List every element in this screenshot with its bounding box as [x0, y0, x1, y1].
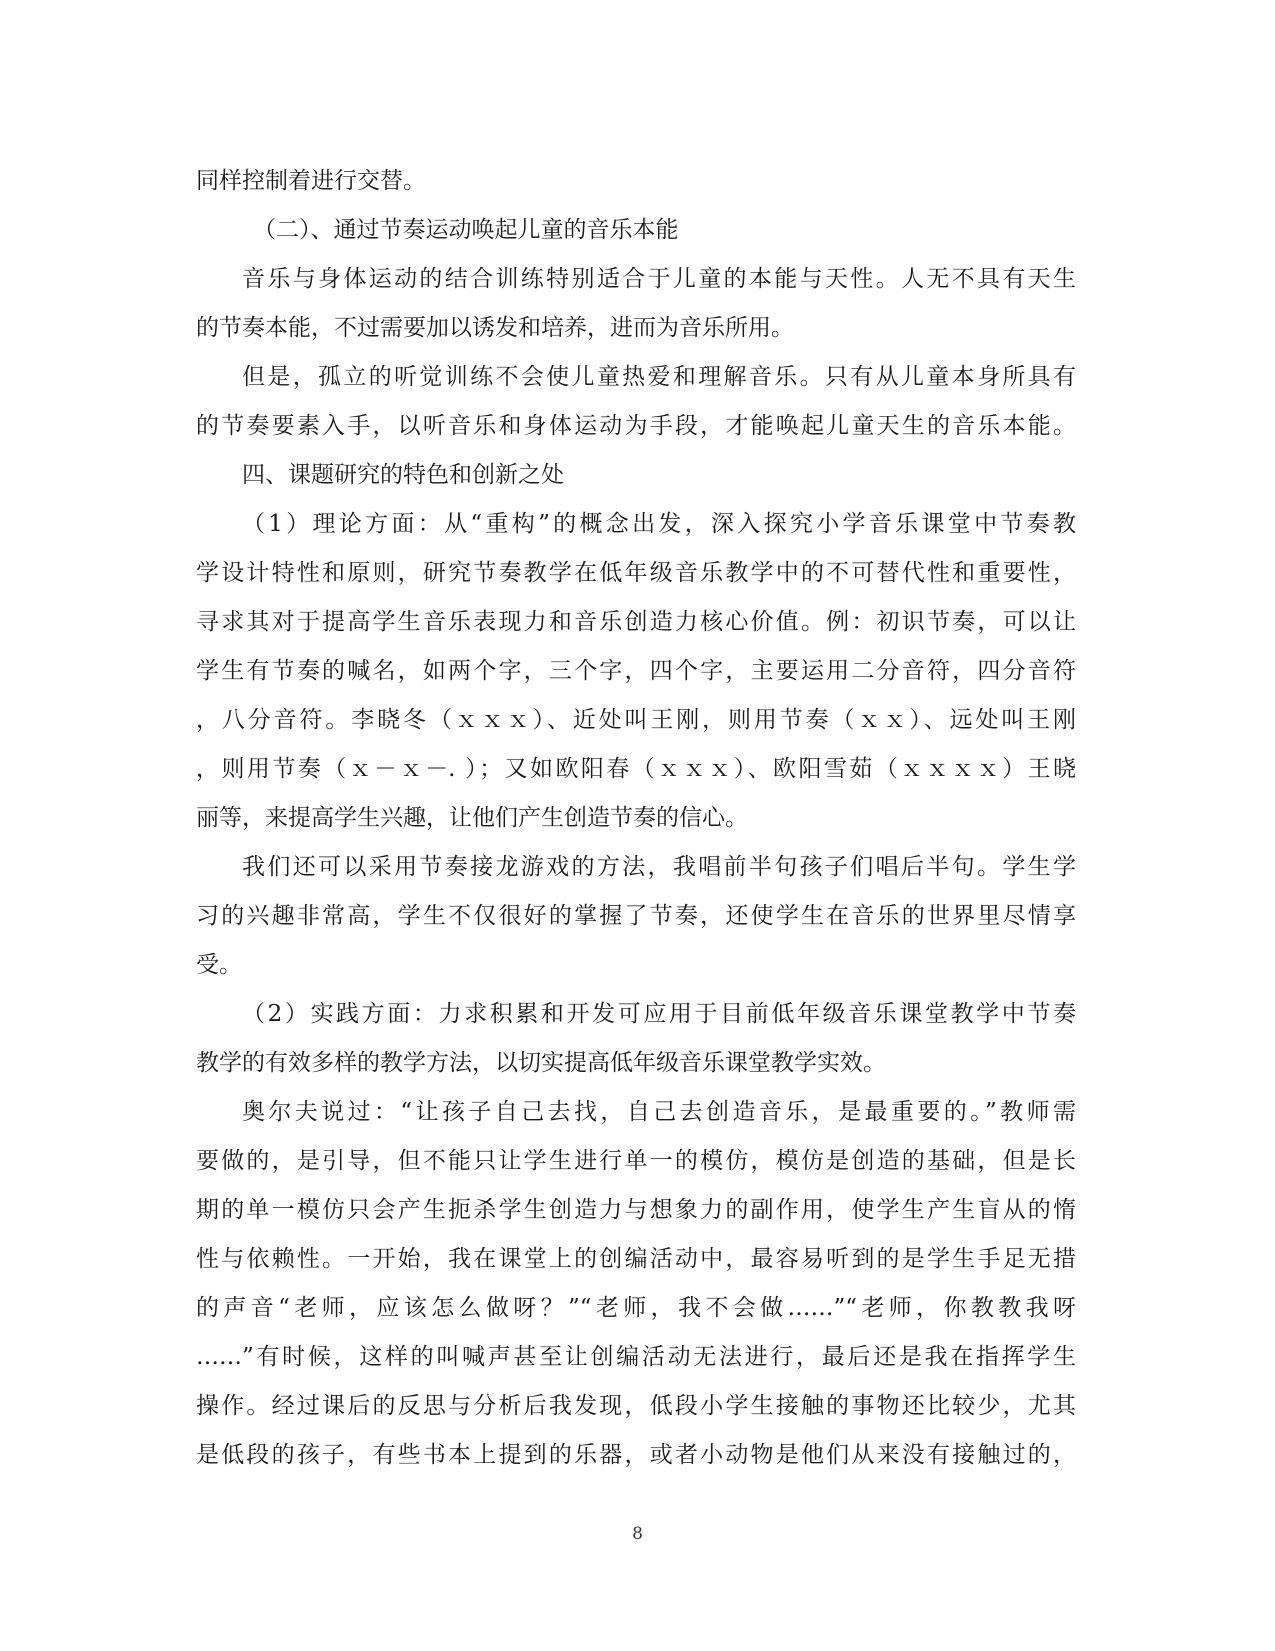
- text-line: 期的单一模仿只会产生扼杀学生创造力与想象力的副作用，使学生产生盲从的惰: [196, 1197, 1076, 1223]
- text-line: 四、课题研究的特色和创新之处: [242, 462, 564, 488]
- text-line: 要做的，是引导，但不能只让学生进行单一的模仿，模仿是创造的基础，但是长: [196, 1148, 1076, 1174]
- text-line: 同样控制着进行交替。: [196, 168, 426, 194]
- text-line: ……”有时候，这样的叫喊声甚至让创编活动无法进行，最后还是我在指挥学生: [196, 1344, 1076, 1370]
- text-line: ，八分音符。李晓冬（ｘｘｘ）、近处叫王刚，则用节奏（ｘｘ）、远处叫王刚: [196, 707, 1076, 733]
- text-line: 丽等，来提高学生兴趣，让他们产生创造节奏的信心。: [196, 805, 748, 831]
- text-line: 性与依赖性。一开始，我在课堂上的创编活动中，最容易听到的是学生手足无措: [196, 1246, 1076, 1272]
- text-line: 是低段的孩子，有些书本上提到的乐器，或者小动物是他们从来没有接触过的，: [196, 1442, 1076, 1468]
- text-line: 奥尔夫说过：“让孩子自己去找，自己去创造音乐，是最重要的。”教师需: [242, 1099, 1076, 1125]
- text-line: （2）实践方面：力求积累和开发可应用于目前低年级音乐课堂教学中节奏: [242, 1001, 1076, 1027]
- text-line: 但是，孤立的听觉训练不会使儿童热爱和理解音乐。只有从儿童本身所具有: [242, 364, 1076, 390]
- text-line: 的节奏要素入手，以听音乐和身体运动为手段，才能唤起儿童天生的音乐本能。: [196, 413, 1076, 439]
- text-line: 习的兴趣非常高，学生不仅很好的掌握了节奏，还使学生在音乐的世界里尽情享: [196, 903, 1076, 929]
- text-line: 我们还可以采用节奏接龙游戏的方法，我唱前半句孩子们唱后半句。学生学: [242, 854, 1076, 880]
- text-line: 的声音“老师，应该怎么做呀？”“老师，我不会做……”“老师，你教教我呀: [196, 1295, 1076, 1321]
- text-line: 操作。经过课后的反思与分析后我发现，低段小学生接触的事物还比较少，尤其: [196, 1393, 1076, 1419]
- text-line: 受。: [196, 952, 242, 978]
- text-line: （1）理论方面：从“重构”的概念出发，深入探究小学音乐课堂中节奏教: [242, 511, 1076, 537]
- text-line: 教学的有效多样的教学方法，以切实提高低年级音乐课堂教学实效。: [196, 1050, 886, 1076]
- text-line: 学生有节奏的喊名，如两个字，三个字，四个字，主要运用二分音符，四分音符: [196, 658, 1076, 684]
- page-number: 8: [632, 1524, 643, 1544]
- text-line: 寻求其对于提高学生音乐表现力和音乐创造力核心价值。例：初识节奏，可以让: [196, 609, 1076, 635]
- text-line: （二）、通过节奏运动唤起儿童的音乐本能: [253, 217, 679, 243]
- text-line: 学设计特性和原则，研究节奏教学在低年级音乐教学中的不可替代性和重要性，: [196, 560, 1076, 586]
- text-line: 的节奏本能，不过需要加以诱发和培养，进而为音乐所用。: [196, 315, 794, 341]
- text-line: ，则用节奏（ｘ－ｘ－. ）；又如欧阳春（ｘｘｘ）、欧阳雪茹（ｘｘｘｘ）王晓: [196, 756, 1076, 782]
- body-text: [196, 157, 1076, 1480]
- text-line: 音乐与身体运动的结合训练特别适合于儿童的本能与天性。人无不具有天生: [242, 266, 1076, 292]
